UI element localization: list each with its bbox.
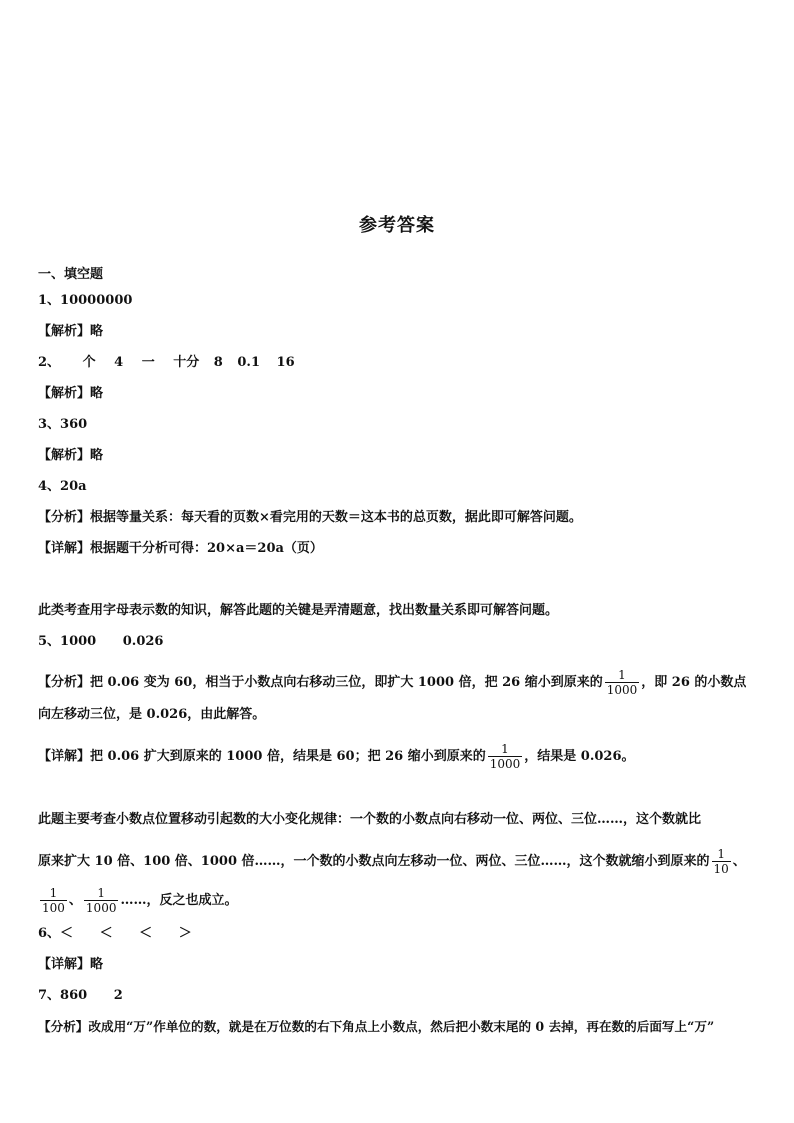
q6-answer	[38, 924, 192, 944]
q5-value-2: 0.026	[122, 634, 164, 649]
q2-jiexi: 【解析】略	[38, 386, 104, 401]
q2-blank-2: 4	[114, 355, 124, 370]
q6-blank-1: ＜	[60, 926, 74, 941]
q5-fenxi-line2: 向左移动三位，是 0.026，由此解答。	[38, 707, 266, 722]
q1-jiexi: 【解析】略	[38, 324, 104, 339]
q2-blank-3: 一	[141, 355, 155, 370]
fraction-numerator: 1	[49, 886, 58, 900]
q3-value: 360	[60, 417, 88, 432]
q6-number: 6、	[38, 926, 61, 941]
q4-answer	[38, 477, 87, 497]
q5-summary-line2	[38, 847, 746, 876]
q1-number: 1、	[38, 293, 61, 308]
q6-blank-3: ＜	[139, 926, 153, 941]
q5-xiangjie-text-a: 【详解】把 0.06 扩大到原来的 1000 倍，结果是 60；把 26 缩小到原来的	[38, 749, 486, 764]
q3-answer	[38, 415, 87, 435]
q5-summary-fraction-100	[40, 886, 67, 915]
q3-jiexi: 【解析】略	[38, 448, 104, 463]
q2-blank-6: 0.1	[237, 355, 260, 370]
q5-xiangjie	[38, 742, 635, 771]
page-title: 参考答案	[359, 215, 435, 236]
q5-fenxi-text-a: 【分析】把 0.06 变为 60，相当于小数点向右移动三位，即扩大 1000 倍，把 26 缩小到原来的	[38, 675, 603, 690]
fraction-numerator: 1	[501, 742, 509, 756]
q4-value: 20a	[60, 479, 87, 494]
q2-answer	[38, 353, 295, 373]
q7-number: 7、	[38, 988, 61, 1003]
q2-number: 2、	[38, 355, 61, 370]
section-heading: 一、填空题	[38, 267, 104, 282]
q6-blank-4: ＞	[178, 926, 192, 941]
q7-value-2: 2	[113, 988, 123, 1003]
q2-blank-7: 16	[276, 355, 295, 370]
fraction-denominator: 100	[42, 901, 65, 915]
q5-summary-sep: 、	[732, 854, 746, 869]
q5-summary-line3	[38, 886, 238, 915]
q5-fenxi-fraction	[605, 668, 640, 697]
q5-summary-sep-2: 、	[68, 893, 82, 908]
q6-blank-2: ＜	[99, 926, 113, 941]
q4-fenxi: 【分析】根据等量关系：每天看的页数×看完用的天数＝这本书的总页数，据此即可解答问题。	[38, 510, 582, 525]
q7-answer	[38, 986, 123, 1006]
fraction-numerator: 1	[97, 886, 106, 900]
q5-summary-line1: 此题主要考查小数点位置移动引起数的大小变化规律：一个数的小数点向右移动一位、两位、三位……，这个数就比	[38, 812, 702, 827]
q6-xiangjie: 【详解】略	[38, 957, 104, 972]
q2-blank-5: 8	[213, 355, 223, 370]
fraction-numerator: 1	[717, 847, 725, 861]
q4-number: 4、	[38, 479, 61, 494]
q5-answer	[38, 632, 163, 652]
fraction-denominator: 10	[713, 862, 729, 876]
q2-blank-1: 个	[82, 355, 96, 370]
q5-summary-text: 原来扩大 10 倍、100 倍、1000 倍……，一个数的小数点向左移动一位、两位、三位……，这个数就缩小到原来的	[38, 854, 710, 869]
q7-value-1: 860	[60, 988, 88, 1003]
q2-blank-4: 十分	[173, 355, 200, 370]
q5-xiangjie-text-b: ，结果是 0.026。	[524, 749, 635, 764]
q1-value: 10000000	[60, 293, 133, 308]
q5-summary-fraction-1000	[84, 886, 119, 915]
q5-number: 5、	[38, 634, 61, 649]
q4-summary: 此类考查用字母表示数的知识，解答此题的关键是弄清题意，找出数量关系即可解答问题。	[38, 603, 559, 618]
q5-fenxi-text-b: ，即 26 的小数点	[641, 675, 747, 690]
q3-number: 3、	[38, 417, 61, 432]
q4-xiangjie: 【详解】根据题干分析可得：20×a＝20a（页）	[38, 541, 323, 556]
fraction-denominator: 1000	[606, 683, 638, 697]
fraction-denominator: 1000	[489, 757, 521, 771]
q5-summary-end: ……，反之也成立。	[120, 893, 238, 908]
q5-value-1: 1000	[60, 634, 97, 649]
q5-summary-fraction-10	[712, 847, 731, 876]
q1-answer	[38, 291, 132, 311]
q5-xiangjie-fraction	[488, 742, 523, 771]
fraction-denominator: 1000	[85, 901, 117, 915]
q7-fenxi: 【分析】改成用“万”作单位的数，就是在万位数的右下角点上小数点，然后把小数末尾的 0 去掉，再在数的后面写上“万”	[38, 1019, 715, 1034]
q5-fenxi-line1	[38, 668, 747, 697]
fraction-numerator: 1	[618, 668, 626, 682]
